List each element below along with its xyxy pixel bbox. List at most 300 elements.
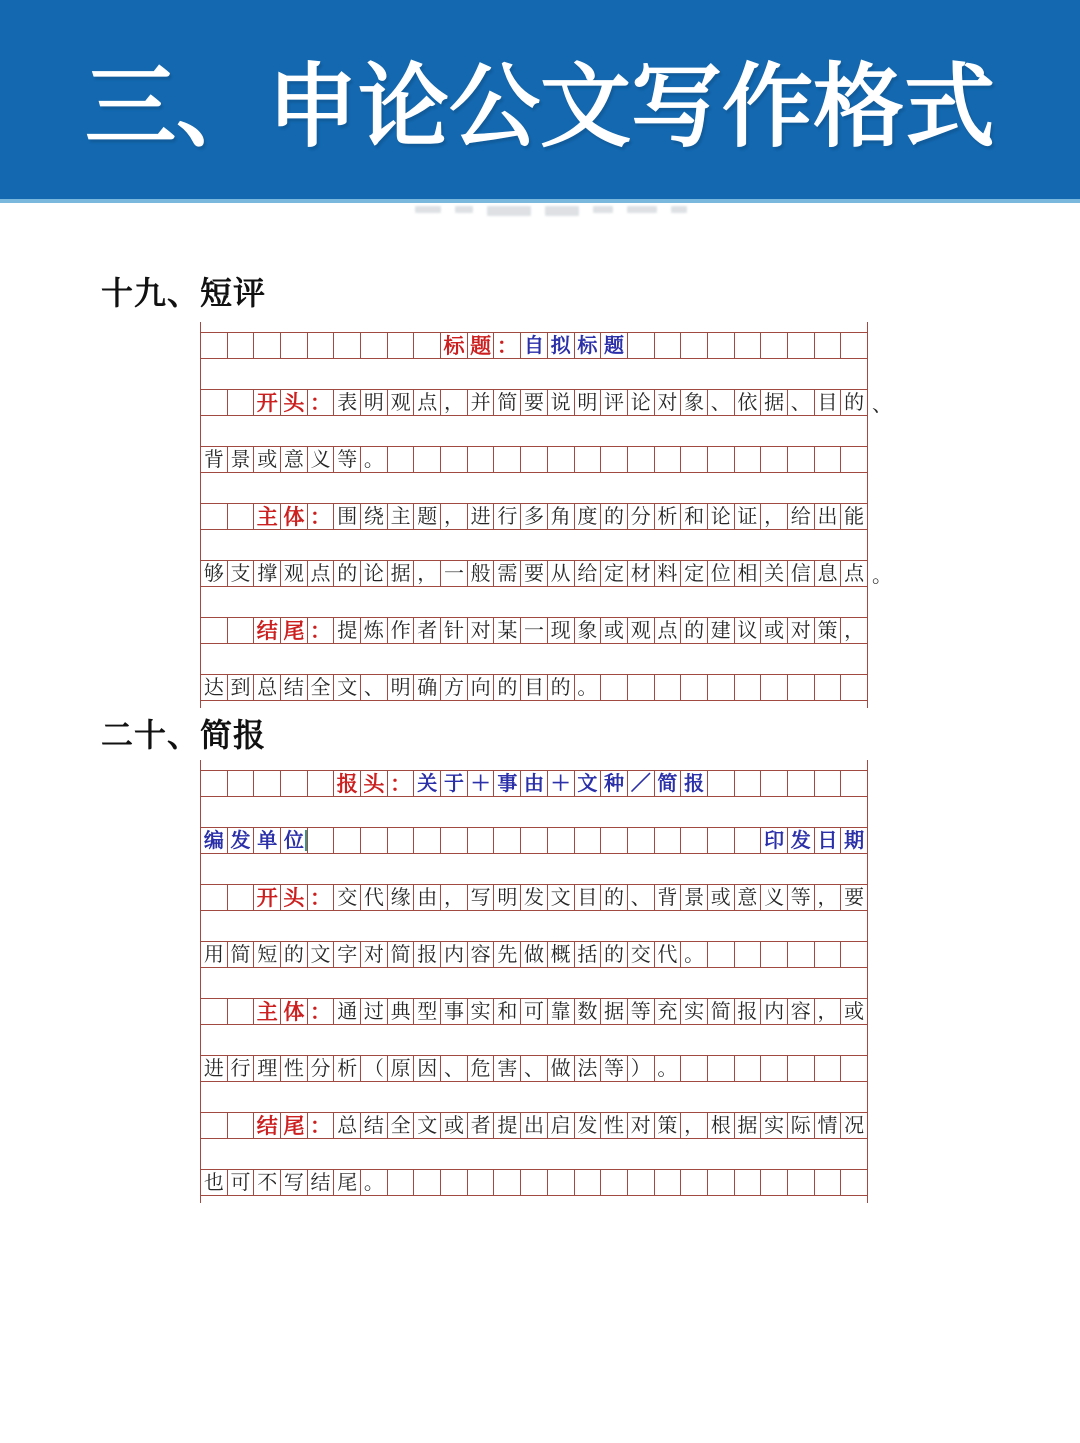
- grid-char: 对: [363, 942, 384, 966]
- grid-char: 日: [817, 828, 838, 852]
- grid-char: 交: [630, 942, 651, 966]
- grid-cell: [548, 332, 575, 359]
- grid-cell: [228, 1112, 255, 1139]
- grid-cell: [334, 503, 361, 530]
- grid-cell: [708, 674, 735, 701]
- grid-char: 实: [764, 1113, 785, 1137]
- grid-char: 等: [630, 999, 651, 1023]
- grid-cell: [735, 827, 762, 854]
- grid-cell: [281, 332, 308, 359]
- grid-char: 单: [257, 828, 278, 852]
- grid-char: 通: [337, 999, 358, 1023]
- grid-cell: [388, 617, 415, 644]
- grid-cell: [841, 1169, 868, 1196]
- grid-cell: [681, 674, 708, 701]
- grid-cell: [655, 389, 682, 416]
- grid-char: 题: [417, 504, 438, 528]
- grid-char: 全: [310, 675, 331, 699]
- grid-char: 体: [283, 504, 305, 529]
- grid-cell: [494, 674, 521, 701]
- grid-char: 给: [790, 504, 811, 528]
- grid-cell: [841, 617, 868, 644]
- grid-cell: [281, 617, 308, 644]
- grid-cell: [281, 560, 308, 587]
- grid-char: 确: [417, 675, 438, 699]
- grid-row: [200, 1112, 868, 1139]
- grid-cell: [468, 674, 495, 701]
- grid-char: 用: [203, 942, 224, 966]
- grid-char: 、: [790, 390, 811, 414]
- grid-char: 作: [390, 618, 411, 642]
- grid-cell: [441, 389, 468, 416]
- grid-cell: [681, 827, 708, 854]
- grid-char: 围: [337, 504, 358, 528]
- grid-cell: [548, 503, 575, 530]
- section-heading-19: 十九、短评: [101, 275, 267, 311]
- grid-cell: [735, 1112, 762, 1139]
- grid-cell: [228, 884, 255, 911]
- grid-cell: [361, 884, 388, 911]
- grid-cell: [761, 827, 788, 854]
- grid-char: 依: [737, 390, 758, 414]
- artifact-mark: [671, 206, 687, 213]
- grid-cell: [308, 941, 335, 968]
- grid-cell: [494, 941, 521, 968]
- grid-cell: [681, 389, 708, 416]
- grid-cell: [681, 446, 708, 473]
- grid-cell: [521, 389, 548, 416]
- grid-char: 进: [470, 504, 491, 528]
- grid-cell: [468, 941, 495, 968]
- grid-cell: [548, 1055, 575, 1082]
- grid-cell: [841, 446, 868, 473]
- grid-char: 充: [657, 999, 678, 1023]
- grid-row: [200, 1169, 868, 1196]
- header-banner: [0, 0, 1080, 203]
- grid-cell: [361, 617, 388, 644]
- grid-cell: [334, 617, 361, 644]
- grid-char: 相: [737, 561, 758, 585]
- grid-char: 的: [497, 675, 518, 699]
- grid-char: 数: [577, 999, 598, 1023]
- grid-cell: [308, 617, 335, 644]
- grid-cell: [468, 884, 495, 911]
- grid-cell: [228, 674, 255, 701]
- grid-char: 论: [710, 504, 731, 528]
- grid-cell: [201, 332, 228, 359]
- grid-cell: [815, 617, 842, 644]
- grid-cell: [281, 1112, 308, 1139]
- grid-char: 议: [737, 618, 758, 642]
- grid-char: 象: [684, 390, 705, 414]
- grid-char: ：: [310, 504, 332, 529]
- grid-char: 和: [684, 504, 705, 528]
- grid-cell: [708, 770, 735, 797]
- grid-char: 观: [630, 618, 651, 642]
- grid-char: 简: [710, 999, 731, 1023]
- grid-char: 不: [257, 1170, 278, 1194]
- grid-cell: [334, 1055, 361, 1082]
- grid-char: 等: [790, 885, 811, 909]
- grid-cell: [308, 560, 335, 587]
- grid-cell: [655, 770, 682, 797]
- grid-char: 位: [283, 828, 304, 852]
- grid-char: ，: [684, 1113, 705, 1137]
- grid-cell: [254, 1112, 281, 1139]
- grid-cell: [334, 941, 361, 968]
- grid-cell: [841, 332, 868, 359]
- grid-cell: [681, 503, 708, 530]
- grid-char: 发: [523, 885, 544, 909]
- artifact-mark: [593, 206, 613, 213]
- grid-cell: [281, 389, 308, 416]
- grid-cell: [761, 770, 788, 797]
- grid-cell: [788, 941, 815, 968]
- grid-char: 法: [577, 1056, 598, 1080]
- grid-char: 关: [417, 771, 438, 795]
- grid-cell: [201, 1169, 228, 1196]
- grid-char: 总: [257, 675, 278, 699]
- grid-cell: [414, 941, 441, 968]
- grid-cell: [735, 503, 762, 530]
- grid-row: [200, 560, 892, 587]
- grid-cell: [494, 770, 521, 797]
- grid-cell: [761, 1055, 788, 1082]
- grid-cell: [228, 332, 255, 359]
- grid-char: 。: [363, 447, 384, 471]
- grid-char: 从: [550, 561, 571, 585]
- grid-cell: [601, 998, 628, 1025]
- grid-cell: [414, 884, 441, 911]
- grid-char: 够: [203, 561, 224, 585]
- grid-cell: [575, 1112, 602, 1139]
- grid-char: 度: [577, 504, 598, 528]
- grid-cell: [601, 617, 628, 644]
- grid-cell: [361, 998, 388, 1025]
- grid-cell: [361, 674, 388, 701]
- grid-cell: [521, 1055, 548, 1082]
- grid-cell: [281, 770, 308, 797]
- grid-cell: [494, 503, 521, 530]
- grid-cell: [494, 389, 521, 416]
- grid-char: 头: [283, 390, 305, 415]
- grid-cell: [815, 503, 842, 530]
- grid-char: 事: [443, 999, 464, 1023]
- grid-cell: [308, 674, 335, 701]
- grid-cell: [414, 827, 441, 854]
- grid-cell: [628, 560, 655, 587]
- grid-cell: [441, 332, 468, 359]
- grid-row: [200, 884, 868, 911]
- grid-cell: [681, 770, 708, 797]
- grid-char: 的: [337, 561, 358, 585]
- grid-cell: [228, 770, 255, 797]
- grid-char: 目: [523, 675, 544, 699]
- grid-char: 主: [256, 999, 278, 1024]
- grid-cell: [788, 998, 815, 1025]
- grid-char: 危: [470, 1056, 491, 1080]
- grid-cell: [735, 884, 762, 911]
- grid-char: 点: [657, 618, 678, 642]
- grid-cell: [708, 560, 735, 587]
- grid-char: 报: [737, 999, 758, 1023]
- grid-cell: [494, 1169, 521, 1196]
- grid-cell: [388, 674, 415, 701]
- grid-char: ，: [764, 504, 785, 528]
- grid-cell: [388, 941, 415, 968]
- grid-cell: [254, 827, 281, 854]
- grid-cell: [788, 1169, 815, 1196]
- grid-cell: [494, 827, 521, 854]
- grid-cell: [548, 770, 575, 797]
- grid-char: 支: [230, 561, 251, 585]
- grid-cell: [548, 884, 575, 911]
- grid-char: 或: [257, 447, 278, 471]
- grid-char: 或: [443, 1113, 464, 1137]
- grid-cell: [334, 884, 361, 911]
- grid-cell: [521, 446, 548, 473]
- grid-cell: [521, 827, 548, 854]
- grid-cell: [334, 332, 361, 359]
- grid-char: 过: [363, 999, 384, 1023]
- grid-char: 点: [417, 390, 438, 414]
- grid-char: 材: [630, 561, 651, 585]
- grid-char: 种: [604, 771, 625, 795]
- grid-cell: [468, 827, 495, 854]
- grid-char: 分: [310, 1056, 331, 1080]
- grid-cell: [441, 941, 468, 968]
- page-title: 三、申论公文写作格式: [84, 57, 995, 158]
- grid-cell: [228, 1055, 255, 1082]
- grid-cell: [388, 332, 415, 359]
- grid-char: 出: [817, 504, 838, 528]
- grid-cell: [815, 1112, 842, 1139]
- grid-char: ：: [310, 885, 332, 910]
- grid-cell: [788, 446, 815, 473]
- grid-cell: [815, 1055, 842, 1082]
- grid-char: 根: [710, 1113, 731, 1137]
- grid-char: ：: [496, 333, 518, 358]
- grid-cell: [201, 1055, 228, 1082]
- grid-cell: [361, 1055, 388, 1082]
- grid-cell: [494, 332, 521, 359]
- grid-cell: [521, 1112, 548, 1139]
- grid-cell: [521, 770, 548, 797]
- grid-char: 因: [417, 1056, 438, 1080]
- grid-cell: [414, 770, 441, 797]
- grid-cell: [281, 1169, 308, 1196]
- grid-cell: [441, 446, 468, 473]
- grid-cell: [681, 941, 708, 968]
- grid-char: 某: [497, 618, 518, 642]
- grid-row: [200, 389, 892, 416]
- grid-char: 绕: [363, 504, 384, 528]
- grid-cell: [815, 827, 842, 854]
- grid-char: 据: [604, 999, 625, 1023]
- grid-cell: [441, 560, 468, 587]
- grid-char: 体: [283, 999, 305, 1024]
- grid-char: 方: [443, 675, 464, 699]
- grid-cell: [735, 617, 762, 644]
- grid-cell: [201, 560, 228, 587]
- grid-cell: [708, 1112, 735, 1139]
- grid-cell: [281, 1055, 308, 1082]
- grid-cell: [548, 617, 575, 644]
- grid-cell: [494, 446, 521, 473]
- grid-char: ＋: [550, 771, 571, 795]
- grid-cell: [815, 389, 842, 416]
- grid-cell: [601, 674, 628, 701]
- grid-char: 报: [336, 771, 358, 796]
- grid-char: 据: [390, 561, 411, 585]
- grid-cell: [308, 1112, 335, 1139]
- grid-cell: [441, 1055, 468, 1082]
- grid-char: 提: [497, 1113, 518, 1137]
- grid-char: 于: [443, 771, 464, 795]
- grid-char: 开: [256, 885, 278, 910]
- grid-cell: [361, 941, 388, 968]
- grid-char: 文: [310, 942, 331, 966]
- grid-char: 总: [337, 1113, 358, 1137]
- grid-cell: [761, 617, 788, 644]
- grid-cell: [388, 998, 415, 1025]
- grid-char: 象: [577, 618, 598, 642]
- grid-char: 写: [283, 1170, 304, 1194]
- grid-char: 代: [657, 942, 678, 966]
- grid-cell: [575, 617, 602, 644]
- grid-char: 的: [844, 390, 865, 414]
- grid-char: 靠: [550, 999, 571, 1023]
- grid-char: 明: [363, 390, 384, 414]
- grid-cell: [281, 827, 308, 854]
- grid-cell: [228, 827, 255, 854]
- grid-cell: [575, 560, 602, 587]
- grid-char: 结: [363, 1113, 384, 1137]
- grid-char: 概: [550, 942, 571, 966]
- grid-char: 向: [470, 675, 491, 699]
- grid-char: 文: [417, 1113, 438, 1137]
- artifact-mark: [545, 206, 579, 216]
- grid-cell: [414, 389, 441, 416]
- grid-char: 文: [550, 885, 571, 909]
- grid-cell: [201, 1112, 228, 1139]
- grid-char: 内: [764, 999, 785, 1023]
- grid-char: 自: [523, 333, 544, 357]
- grid-cell: [708, 884, 735, 911]
- grid-char: 者: [470, 1113, 491, 1137]
- section-heading-20: 二十、简报: [101, 717, 267, 753]
- grid-cell: [361, 827, 388, 854]
- grid-cell: [254, 1169, 281, 1196]
- grid-cell: [494, 1112, 521, 1139]
- grid-cell: [361, 770, 388, 797]
- grid-char: 文: [577, 771, 598, 795]
- grid-char: 对: [790, 618, 811, 642]
- grid-cell: [788, 884, 815, 911]
- grid-char: 撑: [257, 561, 278, 585]
- grid-char: 理: [257, 1056, 278, 1080]
- grid-char: 要: [844, 885, 865, 909]
- grid-cell: [628, 1055, 655, 1082]
- grid-char: 可: [523, 999, 544, 1023]
- grid-cell: [548, 446, 575, 473]
- grid-cell: [414, 674, 441, 701]
- grid-char: 建: [710, 618, 731, 642]
- grid-cell: [228, 617, 255, 644]
- grid-cell: [601, 827, 628, 854]
- grid-cell: [228, 446, 255, 473]
- grid-char: 料: [657, 561, 678, 585]
- grid-cell: [708, 1055, 735, 1082]
- grid-cell: [468, 1112, 495, 1139]
- grid-cell: [388, 770, 415, 797]
- grid-cell: [281, 446, 308, 473]
- grid-row: [200, 674, 868, 701]
- overflow-punct: 。: [872, 563, 892, 587]
- grid-char: 意: [737, 885, 758, 909]
- grid-cell: [254, 446, 281, 473]
- grid-char: 标: [443, 333, 465, 358]
- grid-cell: [548, 1112, 575, 1139]
- grid-cell: [388, 827, 415, 854]
- grid-cell: [361, 560, 388, 587]
- grid-cell: [308, 827, 335, 854]
- grid-char: 的: [684, 618, 705, 642]
- grid-cell: [441, 770, 468, 797]
- grid-char: 、: [523, 1056, 544, 1080]
- grid-cell: [494, 1055, 521, 1082]
- grid-cell: [788, 827, 815, 854]
- grid-cell: [441, 1169, 468, 1196]
- grid-cell: [601, 560, 628, 587]
- grid-cell: [308, 998, 335, 1025]
- grid-char: 发: [230, 828, 251, 852]
- grid-cell: [308, 446, 335, 473]
- grid-char: 题: [604, 333, 625, 357]
- grid-cell: [628, 332, 655, 359]
- grid-cell: [521, 560, 548, 587]
- grid-cell: [228, 389, 255, 416]
- grid-cell: [708, 998, 735, 1025]
- grid-cell: [201, 941, 228, 968]
- grid-cell: [761, 1169, 788, 1196]
- grid-char: ：: [390, 771, 412, 796]
- grid-cell: [575, 332, 602, 359]
- grid-cell: [601, 941, 628, 968]
- grid-cell: [628, 446, 655, 473]
- grid-row: [200, 617, 868, 644]
- grid-cell: [468, 770, 495, 797]
- grid-char: 论: [630, 390, 651, 414]
- grid-char: 或: [710, 885, 731, 909]
- grid-char: 做: [523, 942, 544, 966]
- grid-cell: [601, 1055, 628, 1082]
- grid-cell: [361, 1112, 388, 1139]
- grid-cell: [788, 1055, 815, 1082]
- grid-cell: [228, 998, 255, 1025]
- grid-row: [200, 998, 868, 1025]
- grid-cell: [254, 941, 281, 968]
- grid-cell: [468, 560, 495, 587]
- grid-cell: [735, 1169, 762, 1196]
- grid-cell: [361, 1169, 388, 1196]
- grid-char: 并: [470, 390, 491, 414]
- grid-cell: [441, 998, 468, 1025]
- grid-cell: [361, 446, 388, 473]
- grid-cell: [761, 389, 788, 416]
- grid-char: 实: [470, 999, 491, 1023]
- grid-char: 定: [684, 561, 705, 585]
